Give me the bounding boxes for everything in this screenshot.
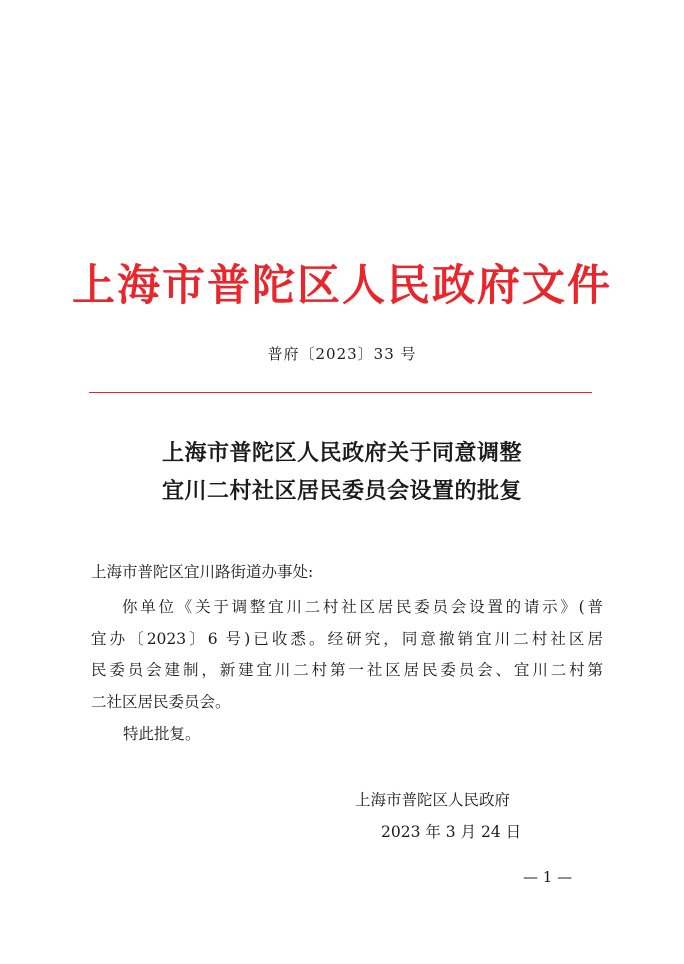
body-line-2: 宜办〔2023〕6 号)已收悉。经研究，同意撤销宜川二村社区居 <box>91 629 603 648</box>
title-line-1: 上海市普陀区人民政府关于同意调整 <box>161 440 522 466</box>
body-line-1: 你单位《关于调整宜川二村社区居民委员会设置的请示》(普 <box>122 598 603 616</box>
body-line-3: 民委员会建制，新建宜川二村第一社区居民委员会、宜川二村第 <box>91 661 603 679</box>
title-line-2: 宜川二村社区居民委员会设置的批复 <box>161 478 522 504</box>
issue-date: 2023 年 3 月 24 日 <box>381 823 522 841</box>
masthead-title: 上海市普陀区人民政府文件 <box>72 261 612 311</box>
recipient-line: 上海市普陀区宜川路街道办事处: <box>91 563 314 581</box>
body-line-4: 二社区居民委员会。 <box>91 692 231 711</box>
document-number: 普府〔2023〕33 号 <box>267 345 417 363</box>
issuer-signature: 上海市普陀区人民政府 <box>355 791 511 809</box>
closing-text: 特此批复。 <box>123 725 201 743</box>
document-title <box>0 434 684 510</box>
red-divider-line <box>89 392 592 393</box>
body-paragraph <box>91 592 603 718</box>
page-number: — 1 — <box>523 868 573 886</box>
